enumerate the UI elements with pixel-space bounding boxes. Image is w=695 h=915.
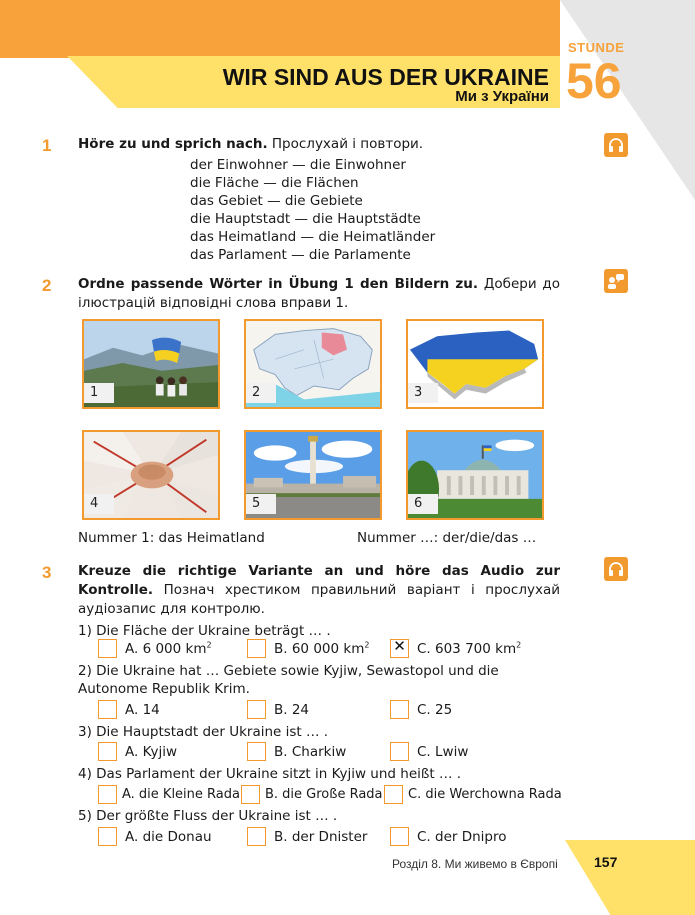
exercise-2-instruction-de: Ordne passende Wörter in Übung 1 den Bildern zu.: [78, 276, 479, 292]
option-checkbox[interactable]: [247, 700, 266, 719]
question-3: 3) Die Hauptstadt der Ukraine ist … .: [78, 724, 329, 740]
page-subtitle: Ми з України: [455, 88, 549, 105]
option-2a[interactable]: [98, 700, 160, 719]
option-5b[interactable]: [247, 827, 367, 846]
option-label: B. der Dnister: [274, 828, 368, 845]
option-4a[interactable]: [98, 785, 240, 804]
vocab-item: die Hauptstadt — die Hauptstädte: [190, 211, 421, 227]
option-checkbox[interactable]: [390, 827, 409, 846]
photo-number: 2: [246, 383, 276, 403]
footer-yellow-band: [565, 840, 695, 915]
photo-number: 6: [408, 494, 438, 514]
ukraine-map-photo: [244, 319, 382, 409]
exercise-1-number: 1: [42, 136, 52, 155]
exercise-3-instruction-de: Kreuze die richtige Variante an und höre das Audio zur Kontrolle.: [78, 563, 560, 598]
kyiv-square-photo: [244, 430, 382, 520]
option-checkbox[interactable]: [98, 785, 117, 804]
option-checkbox[interactable]: [384, 785, 403, 804]
option-label: A. die Donau: [125, 828, 212, 845]
question-1: 1) Die Fläche der Ukraine beträgt … .: [78, 623, 331, 639]
option-2c[interactable]: [390, 700, 452, 719]
question-2: 2) Die Ukraine hat … Gebiete sowie Kyjiw, Sewastopol und die Autonome Republik Krim.: [78, 663, 499, 697]
lesson-number: 56: [566, 53, 622, 109]
option-label: B. die Große Rada: [265, 787, 383, 802]
option-checkbox[interactable]: [390, 700, 409, 719]
photo-number: 3: [408, 383, 438, 403]
photo-number: 5: [246, 494, 276, 514]
option-1c[interactable]: [390, 639, 521, 658]
vocab-item: das Heimatland — die Heimatländer: [190, 229, 436, 245]
option-label: A. 6 000 $km^2$: [125, 640, 212, 657]
option-checkbox[interactable]: [390, 742, 409, 761]
option-checkbox[interactable]: [98, 742, 117, 761]
joined-hands-photo: [82, 430, 220, 520]
option-5c[interactable]: [390, 827, 507, 846]
option-checkbox[interactable]: [247, 639, 266, 658]
exercise-2-instruction-ua: Добери до ілюстрацій відповідні слова вправи 1.: [78, 276, 560, 311]
option-5a[interactable]: [98, 827, 212, 846]
lesson-label: STUNDE: [568, 40, 625, 55]
parliament-building-photo: [406, 430, 544, 520]
photo-number: 4: [84, 494, 114, 514]
option-3a[interactable]: [98, 742, 177, 761]
vocab-item: die Fläche — die Flächen: [190, 175, 359, 191]
vocab-list: [190, 156, 435, 264]
option-checkbox[interactable]: [241, 785, 260, 804]
exercise-3-instruction-ua: Познач хрестиком правильний варіант і прослухай аудіозапис для контролю.: [78, 582, 560, 617]
option-label: B. Charkiw: [274, 743, 347, 760]
option-label: C. die Werchowna Rada: [408, 787, 562, 802]
answer-template: Nummer …: der/die/das …: [357, 530, 537, 546]
exercise-1-instruction: [78, 135, 423, 154]
vocab-item: der Einwohner — die Einwohner: [190, 157, 406, 173]
option-checkbox[interactable]: [247, 742, 266, 761]
option-checkbox-checked[interactable]: [390, 639, 409, 658]
option-label: A. 14: [125, 701, 160, 718]
exercise-2-instruction: [78, 275, 560, 313]
exercise-2-number: 2: [42, 276, 52, 295]
option-label: C. Lwiw: [417, 743, 469, 760]
option-checkbox[interactable]: [98, 827, 117, 846]
page-title: WIR SIND AUS DER UKRAINE: [222, 64, 549, 90]
vocab-item: das Gebiet — die Gebiete: [190, 193, 363, 209]
option-label: C. 603 700 $km^2$: [417, 640, 522, 657]
option-label: C. 25: [417, 701, 453, 718]
option-checkbox[interactable]: [98, 639, 117, 658]
option-2b[interactable]: [247, 700, 309, 719]
vocab-item: das Parlament — die Parlamente: [190, 247, 411, 263]
page-number: 157: [594, 854, 618, 870]
footer-chapter: Розділ 8. Ми живемо в Європі: [392, 857, 558, 871]
option-label: A. Kyjiw: [125, 743, 177, 760]
option-label: C. der Dnipro: [417, 828, 507, 845]
option-label: B. 24: [274, 701, 310, 718]
option-1b[interactable]: [247, 639, 369, 658]
pair-work-icon[interactable]: [604, 269, 628, 293]
option-4c[interactable]: [384, 785, 562, 804]
photo-number: 1: [84, 383, 114, 403]
header-orange-band: [0, 0, 560, 58]
headphones-icon[interactable]: [604, 557, 628, 581]
option-checkbox[interactable]: [98, 700, 117, 719]
option-1a[interactable]: [98, 639, 212, 658]
option-label: A. die Kleine Rada: [122, 787, 240, 802]
exercise-1-instruction-de: Höre zu und sprich nach.: [78, 136, 268, 152]
question-4: 4) Das Parlament der Ukraine sitzt in Kyjiw und heißt … .: [78, 766, 462, 782]
option-checkbox[interactable]: [247, 827, 266, 846]
exercise-3-instruction: [78, 562, 560, 619]
answer-example: Nummer 1: das Heimatland: [78, 530, 265, 546]
option-3b[interactable]: [247, 742, 346, 761]
headphones-icon[interactable]: [604, 133, 628, 157]
exercise-3-number: 3: [42, 563, 52, 582]
option-label: B. 60 000 $km^2$: [274, 640, 370, 657]
option-4b[interactable]: [241, 785, 383, 804]
question-5: 5) Der größte Fluss der Ukraine ist … .: [78, 808, 338, 824]
people-with-flag-photo: [82, 319, 220, 409]
ukraine-flag-shape-photo: [406, 319, 544, 409]
cross-mark-icon: ✕: [393, 637, 406, 655]
option-3c[interactable]: [390, 742, 468, 761]
exercise-1-instruction-ua: Прослухай і повтори.: [271, 136, 424, 152]
